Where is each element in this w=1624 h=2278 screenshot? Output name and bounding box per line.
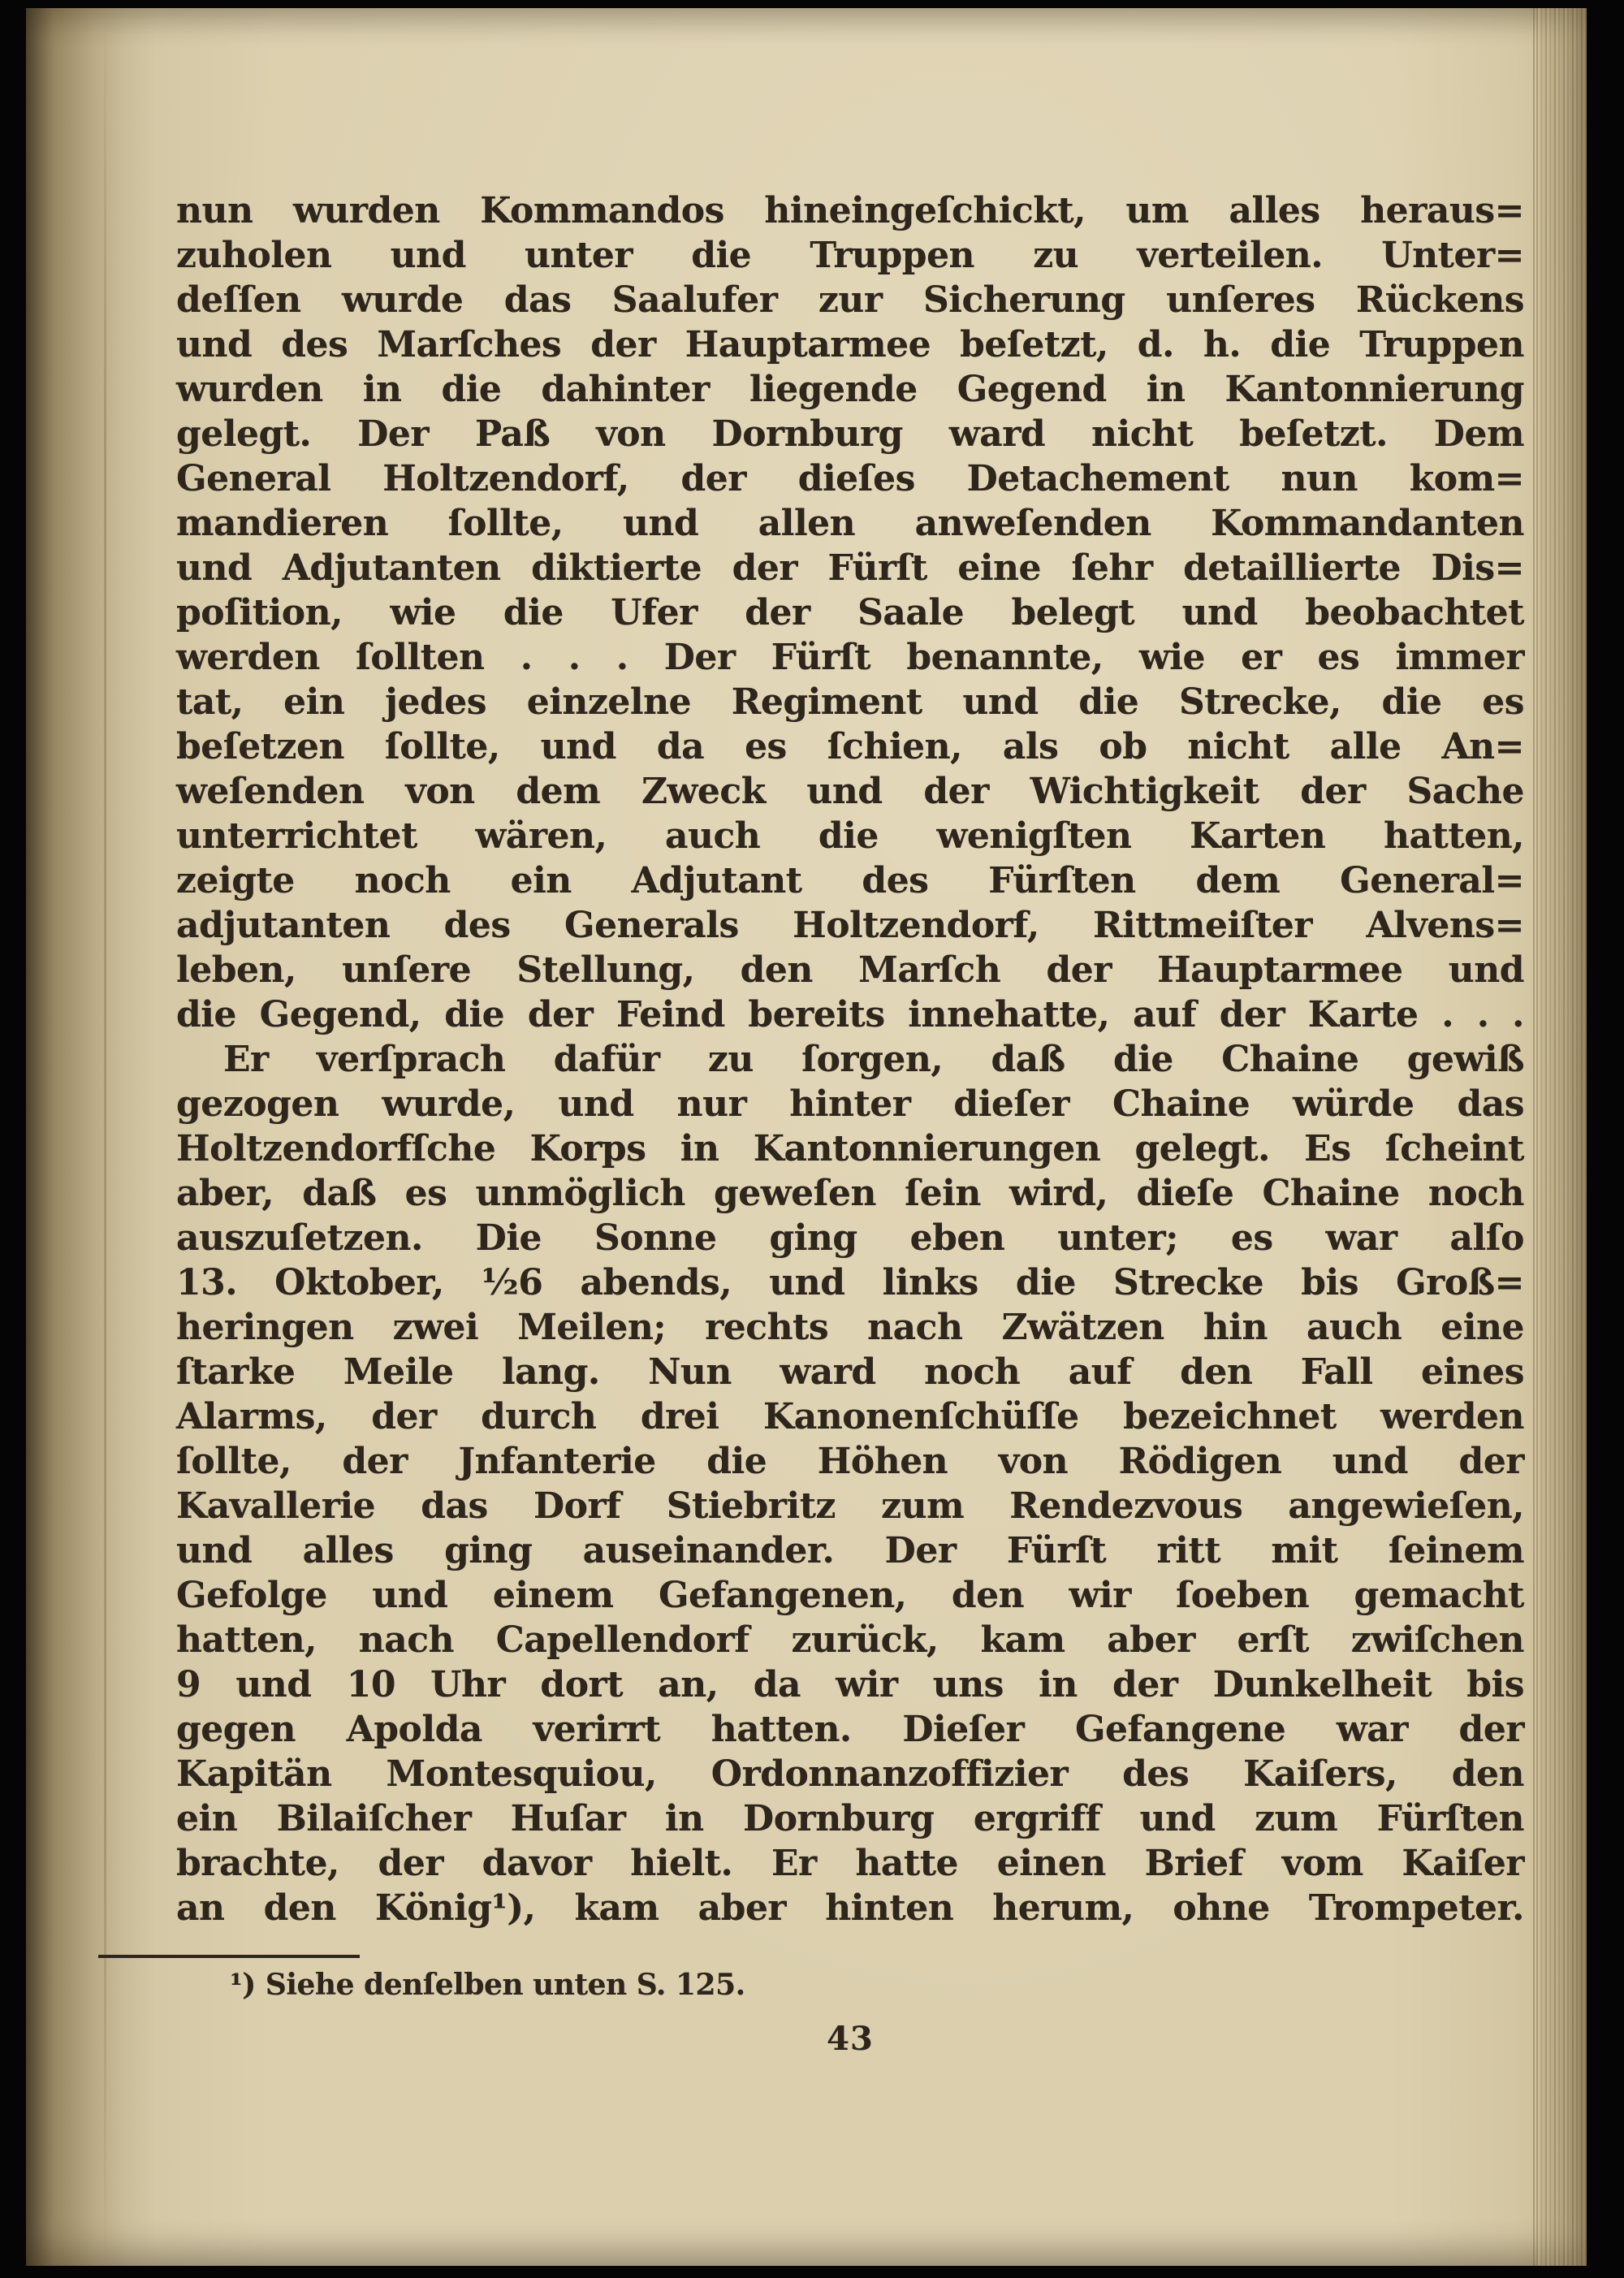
binding-gutter-shadow xyxy=(26,8,156,2266)
text-line: General Holtzendorf, der dieſes Detachement nun kom= xyxy=(176,458,1524,499)
text-line: gezogen wurde, und nur hinter dieſer Chaine würde das xyxy=(176,1083,1524,1125)
book-page xyxy=(26,8,1587,2266)
text-line: adjutanten des Generals Holtzendorf, Rittmeiſter Alvens= xyxy=(176,905,1524,946)
text-line: ſollte, der Jnfanterie die Höhen von Rödigen und der xyxy=(176,1441,1524,1482)
paragraph xyxy=(176,1037,1524,1930)
text-line: unterrichtet wären, auch die wenigſten Karten hatten, xyxy=(176,815,1524,857)
text-line: und des Marſches der Hauptarmee beſetzt, d. h. die Truppen xyxy=(176,324,1524,365)
paragraph-container xyxy=(176,188,1524,1930)
text-line: tat, ein jedes einzelne Regiment und die Strecke, die es xyxy=(176,681,1524,723)
text-line: brachte, der davor hielt. Er hatte einen Brief vom Kaiſer xyxy=(176,1843,1524,1884)
text-line: deſſen wurde das Saalufer zur Sicherung unſeres Rückens xyxy=(176,279,1524,321)
text-line: ein Bilaiſcher Huſar in Dornburg ergriff und zum Fürſten xyxy=(176,1798,1524,1839)
text-line: aber, daß es unmöglich geweſen ſein wird, dieſe Chaine noch xyxy=(176,1173,1524,1214)
text-line: 9 und 10 Uhr dort an, da wir uns in der Dunkelheit bis xyxy=(176,1664,1524,1705)
text-line: gegen Apolda verirrt hatten. Dieſer Gefangene war der xyxy=(176,1709,1524,1750)
text-line: nun wurden Kommandos hineingeſchickt, um alles heraus= xyxy=(176,190,1524,231)
text-line: wurden in die dahinter liegende Gegend in Kantonnierung xyxy=(176,369,1524,410)
text-line: an den König¹), kam aber hinten herum, ohne Trompeter. xyxy=(176,1887,1524,1929)
text-line: Kapitän Montesquiou, Ordonnanzoffizier des Kaiſers, den xyxy=(176,1753,1524,1795)
text-line: und alles ging auseinander. Der Fürſt ritt mit ſeinem xyxy=(176,1530,1524,1571)
binding-crease xyxy=(104,8,106,2266)
text-line: zuholen und unter die Truppen zu verteilen. Unter= xyxy=(176,235,1524,276)
body-text xyxy=(176,188,1524,2061)
text-line: und Adjutanten diktierte der Fürſt eine ſehr detaillierte Dis= xyxy=(176,547,1524,589)
text-line: poſition, wie die Ufer der Saale belegt und beobachtet xyxy=(176,592,1524,633)
page-number: 43 xyxy=(827,2020,874,2058)
text-line: weſenden von dem Zweck und der Wichtigkeit der Sache xyxy=(176,771,1524,812)
text-line: Alarms, der durch drei Kanonenſchüſſe bezeichnet werden xyxy=(176,1396,1524,1437)
text-line: 13. Oktober, ½6 abends, und links die Strecke bis Groß= xyxy=(176,1262,1524,1303)
text-line: Gefolge und einem Gefangenen, den wir ſoeben gemacht xyxy=(176,1575,1524,1616)
footnote-text: ¹) Siehe denſelben unten S. 125. xyxy=(230,1968,745,2002)
text-line: ſtarke Meile lang. Nun ward noch auf den Fall eines xyxy=(176,1351,1524,1393)
text-line: Kavallerie das Dorf Stiebritz zum Rendezvous angewieſen, xyxy=(176,1485,1524,1527)
text-line: die Gegend, die der Feind bereits innehatte, auf der Karte . . . xyxy=(176,994,1524,1035)
text-line: hatten, nach Capellendorf zurück, kam aber erſt zwiſchen xyxy=(176,1619,1524,1661)
text-line: zeigte noch ein Adjutant des Fürſten dem General= xyxy=(176,860,1524,901)
text-line: werden ſollten . . . Der Fürſt benannte, wie er es immer xyxy=(176,637,1524,678)
text-line: beſetzen ſollte, und da es ſchien, als ob nicht alle An= xyxy=(176,726,1524,767)
text-line: leben, unſere Stellung, den Marſch der Hauptarmee und xyxy=(176,949,1524,991)
text-line: heringen zwei Meilen; rechts nach Zwätzen hin auch eine xyxy=(176,1307,1524,1348)
text-line: gelegt. Der Paß von Dornburg ward nicht beſetzt. Dem xyxy=(176,413,1524,455)
paragraph xyxy=(176,188,1524,1037)
footnote-divider xyxy=(98,1955,360,1958)
text-line: auszuſetzen. Die Sonne ging eben unter; es war alſo xyxy=(176,1217,1524,1259)
page-edge-stack xyxy=(1536,8,1587,2266)
page-edge-line xyxy=(1533,8,1535,2266)
text-line: Er verſprach dafür zu ſorgen, daß die Chaine gewiß xyxy=(223,1039,1524,1080)
text-line: Holtzendorfſche Korps in Kantonnierungen gelegt. Es ſcheint xyxy=(176,1128,1524,1169)
text-line: mandieren ſollte, und allen anweſenden Kommandanten xyxy=(176,503,1524,544)
